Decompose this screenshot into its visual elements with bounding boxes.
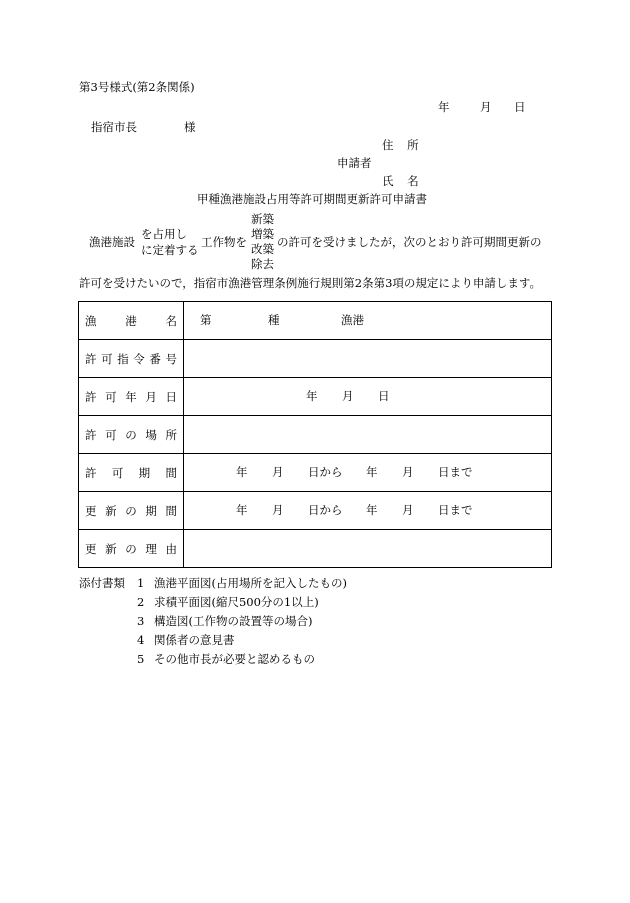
date-day-label: 日 [514, 100, 526, 114]
label-char: 期 [138, 465, 151, 480]
label-char: 更 [85, 541, 97, 556]
permit-period-field[interactable] [184, 454, 552, 492]
option-fixed: に定着する [141, 243, 199, 257]
attachment-text: 関係者の意見書 [154, 633, 235, 647]
row-label-permit-period [79, 454, 184, 492]
row-label-chars [79, 427, 183, 443]
label-char: 許 [85, 389, 97, 404]
table-row [79, 416, 552, 454]
attachment-item [137, 652, 315, 666]
row-label-chars [79, 541, 183, 557]
attachment-item [137, 633, 235, 647]
attachment-num: 1 [137, 576, 145, 590]
document-title: 甲種漁港施設占用等許可期間更新許可申請書 [197, 192, 427, 206]
label-char: 期 [145, 503, 157, 518]
row-label-permit-number [79, 340, 184, 378]
renewal-until: 日まで [438, 503, 473, 517]
row-label-chars [79, 389, 183, 405]
period-month: 月 [272, 465, 284, 479]
date-month-label: 月 [480, 100, 492, 114]
line1-tail: の許可を受けましたが，次のとおり許可期間更新の [277, 235, 542, 249]
period-until: 日まで [438, 465, 473, 479]
permit-date-month: 月 [342, 389, 354, 403]
table-row [79, 492, 552, 530]
option-rebuild: 改築 [251, 242, 274, 256]
option-extension: 増築 [251, 227, 274, 241]
permit-date-field[interactable] [184, 378, 552, 416]
label-char: 新 [105, 541, 117, 556]
attachment-text: 構造図(工作物の設置等の場合) [154, 614, 313, 628]
label-char: の [125, 541, 137, 556]
label-char: 可 [111, 465, 124, 480]
name-label: 氏 名 [382, 174, 419, 188]
label-char: 可 [101, 351, 113, 366]
row-label-chars [79, 313, 183, 329]
attachment-text: その他市長が必要と認めるもの [154, 652, 315, 666]
application-table [78, 301, 552, 568]
renewal-year2: 年 [366, 503, 378, 517]
attachment-num: 4 [137, 633, 145, 647]
label-char: 可 [105, 427, 117, 442]
label-char: 指 [117, 351, 129, 366]
label-char: 年 [125, 389, 137, 404]
row-label-chars [79, 503, 183, 519]
label-char: 漁 [85, 313, 97, 328]
row-label-port-name [79, 302, 184, 340]
row-label-renewal-reason [79, 530, 184, 568]
attachment-text: 漁港平面図(占用場所を記入したもの) [154, 576, 347, 590]
renewal-reason-field[interactable] [184, 530, 552, 568]
renewal-month2: 月 [402, 503, 414, 517]
table-row [79, 454, 552, 492]
label-char: 許 [85, 427, 97, 442]
attachment-num: 3 [137, 614, 145, 628]
label-char: 号 [165, 351, 177, 366]
attachment-num: 2 [137, 595, 145, 609]
address-label: 住 所 [382, 138, 419, 152]
label-char: 港 [125, 313, 137, 328]
renewal-month: 月 [272, 503, 284, 517]
label-char: の [125, 427, 137, 442]
label-char: 日 [165, 389, 177, 404]
structure-text: 工作物を [201, 235, 247, 249]
addressee: 指宿市長 [91, 120, 137, 134]
label-char: の [125, 503, 137, 518]
applicant-label: 申請者 [337, 156, 372, 170]
row-label-permit-place [79, 416, 184, 454]
body-text-line2: 許可を受けたいので，指宿市漁港管理条例施行規則第2条第3項の規定により申請します。 [79, 276, 541, 290]
label-char: 可 [105, 389, 117, 404]
option-occupy: を占用し [141, 227, 187, 241]
port-suffix-label: 漁港 [341, 313, 364, 327]
table-row [79, 530, 552, 568]
application-date [438, 100, 526, 114]
label-char: 許 [85, 351, 97, 366]
period-year: 年 [236, 465, 248, 479]
attachment-text: 求積平面図(縮尺500分の1以上) [154, 595, 319, 609]
row-label-renewal-period [79, 492, 184, 530]
permit-date-year: 年 [306, 389, 318, 403]
facility-text: 漁港施設 [89, 235, 135, 249]
renewal-period-field[interactable] [184, 492, 552, 530]
label-char: 理 [145, 541, 157, 556]
label-char: 所 [165, 427, 177, 442]
period-month2: 月 [402, 465, 414, 479]
label-char: 月 [145, 389, 157, 404]
table-row [79, 340, 552, 378]
period-from: 日から [308, 465, 343, 479]
honorific: 様 [184, 120, 196, 134]
label-char: 更 [85, 503, 97, 518]
renewal-year: 年 [236, 503, 248, 517]
label-char: 場 [145, 427, 157, 442]
label-char: 間 [165, 465, 177, 480]
row-label-chars [79, 351, 183, 367]
label-char: 由 [165, 541, 177, 556]
label-char: 令 [133, 351, 145, 366]
period-year2: 年 [366, 465, 378, 479]
port-name-field[interactable] [184, 302, 552, 340]
row-label-permit-date [79, 378, 184, 416]
attachment-item [137, 595, 319, 609]
attachments-label: 添付書類 [79, 576, 125, 590]
port-class-label: 種 [268, 313, 280, 327]
label-char: 新 [105, 503, 117, 518]
permit-date-day: 日 [378, 389, 390, 403]
permit-place-field[interactable] [184, 416, 552, 454]
date-year-label: 年 [438, 100, 450, 114]
attachment-item [137, 576, 347, 590]
label-char: 許 [85, 465, 97, 480]
attachment-num: 5 [137, 652, 145, 666]
label-char: 番 [149, 351, 161, 366]
table-row [79, 378, 552, 416]
permit-number-field[interactable] [184, 340, 552, 378]
option-new-build: 新築 [251, 212, 274, 226]
label-char: 名 [165, 313, 177, 328]
row-label-chars [79, 465, 183, 481]
renewal-from: 日から [308, 503, 343, 517]
build-options [251, 212, 277, 272]
option-removal: 除去 [251, 257, 274, 271]
table-row [79, 302, 552, 340]
attachment-item [137, 614, 312, 628]
port-dai-label: 第 [200, 313, 212, 327]
form-number: 第3号様式(第2条関係) [79, 80, 195, 94]
label-char: 間 [165, 503, 177, 518]
